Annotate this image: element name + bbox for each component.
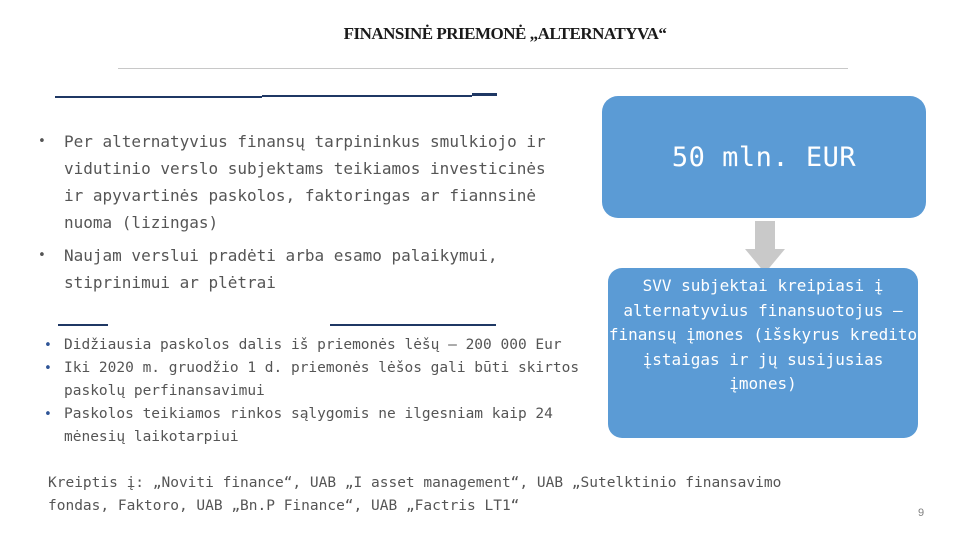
- bullet-dot-icon: •: [44, 361, 52, 376]
- main-bullet-text: Per alternatyvius finansų tarpininkus smulkiojo ir vidutinio verslo subjektams teikiamos investicinės ir apyvartinės paskolos, faktoringas ar fiannsinė nuoma (lizingas): [64, 132, 546, 232]
- underline-stroke-2: [262, 95, 472, 97]
- underline-stroke-3: [472, 93, 497, 96]
- detail-bullet-item: [44, 403, 599, 449]
- bullet-dot-icon: •: [38, 134, 46, 149]
- amount-label: 50 mln. EUR: [671, 141, 857, 173]
- main-bullet-item: [38, 242, 564, 296]
- detail-bullet-item: [44, 334, 599, 357]
- eligibility-box: [608, 268, 918, 438]
- amount-box: [602, 96, 926, 218]
- underline-stroke-5: [330, 324, 496, 326]
- title-divider: [118, 68, 848, 69]
- eligibility-text: SVV subjektai kreipiasi į alternatyvius finansuotojus – finansų įmones (išskyrus kredito įstaigas ir jų susijusias įmones): [608, 276, 918, 393]
- detail-bullet-text: Iki 2020 m. gruodžio 1 d. priemonės lėšos gali būti skirtos paskolų perfinansavimui: [64, 360, 580, 399]
- detail-bullet-text: Paskolos teikiamos rinkos sąlygomis ne ilgesniam kaip 24 mėnesių laikotarpiui: [64, 406, 553, 445]
- detail-bullet-text: Didžiausia paskolos dalis iš priemonės lėšų – 200 000 Eur: [64, 337, 562, 353]
- page-number: 9: [918, 507, 925, 519]
- bullet-dot-icon: •: [44, 338, 52, 353]
- main-bullet-item: [38, 128, 564, 236]
- underline-stroke-1: [55, 96, 262, 98]
- main-bullet-list: [38, 128, 564, 296]
- detail-bullet-item: [44, 357, 599, 403]
- main-bullet-text: Naujam verslui pradėti arba esamo palaikymui, stiprinimui ar plėtrai: [64, 246, 498, 292]
- underline-stroke-4: [58, 324, 108, 326]
- bullet-dot-icon: •: [44, 407, 52, 422]
- contact-footer: Kreiptis į: „Noviti finance“, UAB „I asset management“, UAB „Sutelktinio finansavimo fondas, Faktoro, UAB „Bn.P Finance“, UAB „Factris LT1“: [48, 475, 782, 514]
- slide-title: FINANSINĖ PRIEMONĖ „ALTERNATYVA“: [343, 24, 667, 43]
- bullet-dot-icon: •: [38, 248, 46, 263]
- detail-bullet-list: [44, 334, 599, 449]
- arrow-down-icon: [745, 221, 785, 273]
